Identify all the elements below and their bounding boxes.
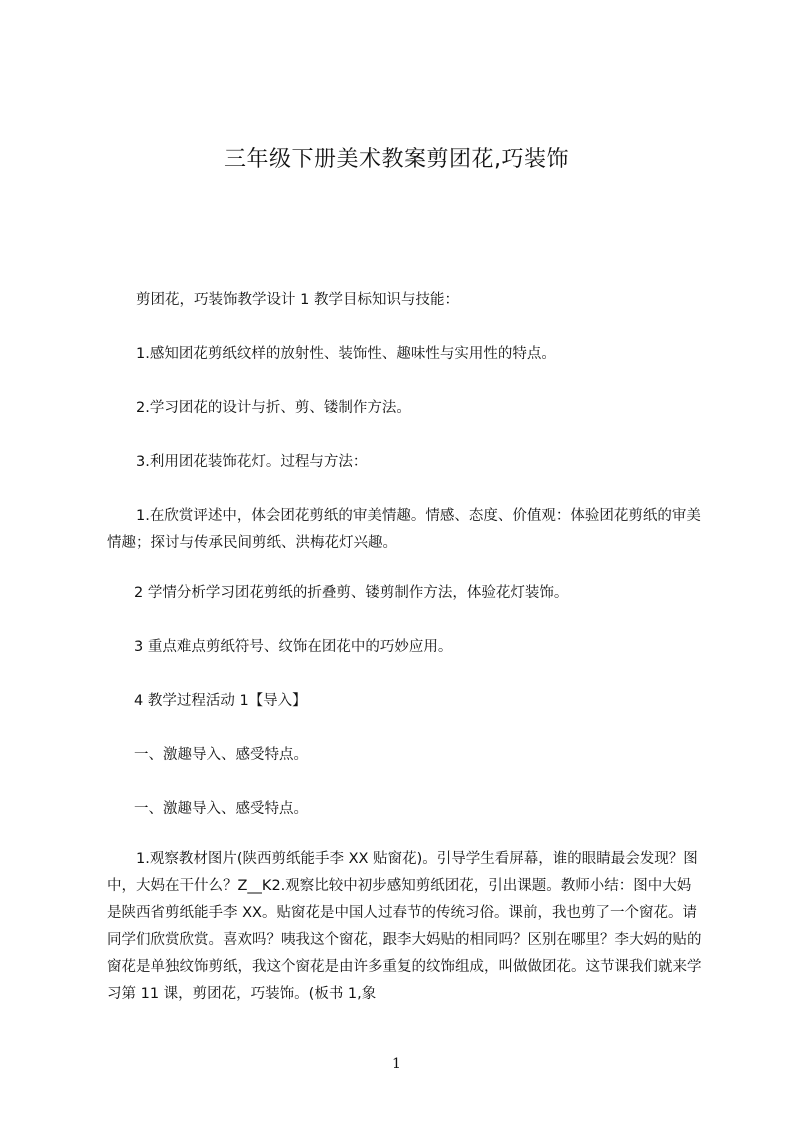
paragraph: 1.在欣赏评述中，体会团花剪纸的审美情趣。情感、态度、价值观：体验团花剪纸的审美情趣；探讨与传承民间剪纸、洪梅花灯兴趣。 [107,508,701,551]
paragraph: 3 重点难点剪纸符号、纹饰在团花中的巧妙应用。 [134,639,453,655]
paragraph: 3.利用团花装饰花灯。过程与方法： [136,454,368,470]
paragraph: 2.学习团花的设计与折、剪、镂制作方法。 [136,400,411,416]
paragraph: 一、激趣导入、感受特点。 [134,747,308,763]
paragraph: 1.感知团花剪纸纹样的放射性、装饰性、趣味性与实用性的特点。 [136,346,556,362]
paragraph: 4 教学过程活动 1【导入】 [134,693,307,709]
paragraph: 2 学情分析学习团花剪纸的折叠剪、镂剪制作方法，体验花灯装饰。 [134,585,569,601]
document-title: 三年级下册美术教案剪团花,巧装饰 [224,147,569,172]
paragraph: 1.观察教材图片(陕西剪纸能手李 XX 贴窗花)。引导学生看屏幕，谁的眼睛最会发现？图中，大妈在干什么？Z__K2.观察比较中初步感知剪纸团花，引出课题。教师小结：图中大妈是陕西省剪纸能手李 XX。贴窗花是中国人过春节的传统习俗。课前，我也剪了一个窗花。请同学们欣赏欣赏。喜欢吗？咦我这个窗花，跟李大妈贴的相同吗？区别在哪里？李大妈的贴的窗花是单独纹饰剪纸，我这个窗花是由许多重复的纹饰组成，叫做做团花。这节课我们就来学习第 11 课，剪团花，巧装饰。(板书 1,象 [107,851,702,1002]
page-number: 1 [392,1056,401,1072]
paragraph: 一、激趣导入、感受特点。 [134,801,308,817]
paragraph: 剪团花，巧装饰教学设计 1 教学目标知识与技能： [136,292,459,308]
